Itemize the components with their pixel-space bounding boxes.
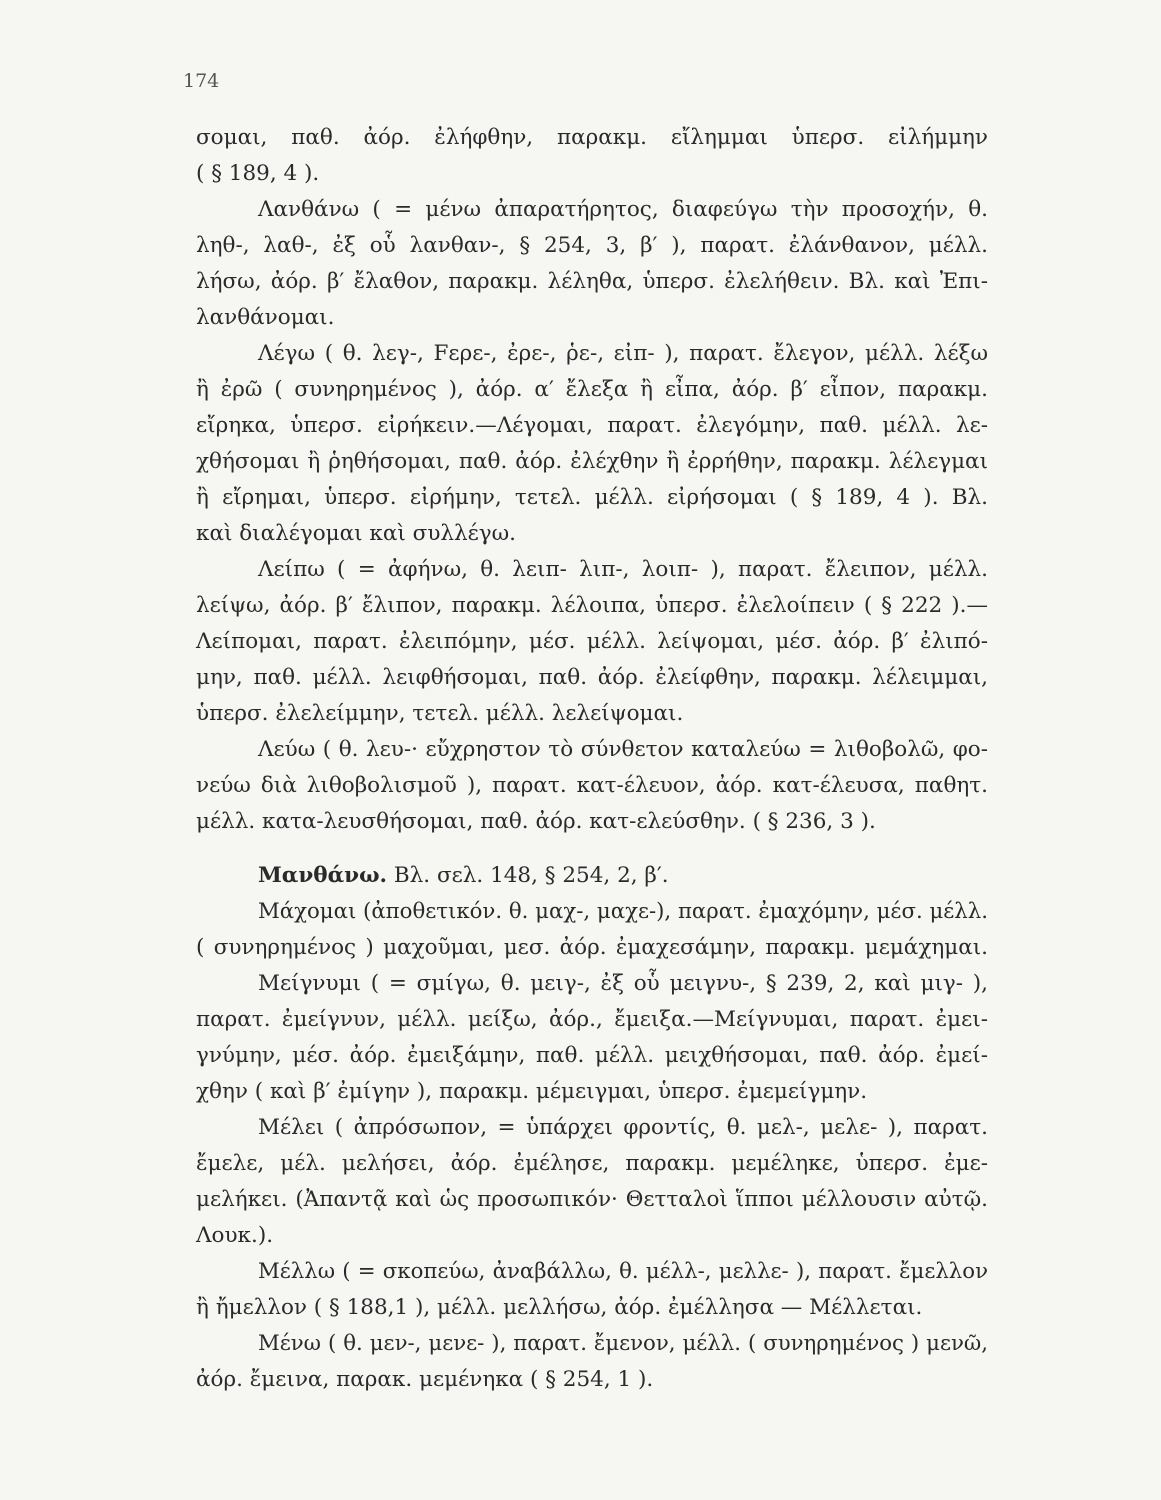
text-line: μην, παθ. μέλλ. λειφθήσομαι, παθ. ἀόρ. ἐλείφθην, παρακμ. λέλειμμαι, [196, 665, 988, 690]
text-line: χθήσομαι ἢ ῥηθήσομαι, παθ. ἀόρ. ἐλέχθην ἢ ἐρρήθην, παρακμ. λέλεγμαι [196, 449, 988, 474]
text-line: λανθάνομαι. [196, 305, 335, 330]
entry-headword: Μανθάνω. [258, 863, 388, 888]
page-number: 174 [183, 70, 220, 92]
page-text [196, 120, 988, 1398]
text-line: Λέγω ( θ. λεγ-, Fερε-, ἐρε-, ῥε-, εἰπ- ), παρατ. ἔλεγον, μέλλ. λέξω [258, 341, 988, 366]
text-line: Λείπω ( = ἀφήνω, θ. λειπ- λιπ-, λοιπ- ), παρατ. ἔλειπον, μέλλ. [258, 557, 988, 582]
text-line: Μένω ( θ. μεν-, μενε- ), παρατ. ἔμενον, μέλλ. ( συνηρημένος ) μενῶ, [258, 1331, 988, 1356]
text-line: λείψω, ἀόρ. β′ ἔλιπον, παρακμ. λέλοιπα, ὑπερσ. ἐλελοίπειν ( § 222 ).— [196, 593, 988, 618]
text-line: ( § 189, 4 ). [196, 161, 320, 186]
text-line: Μέλει ( ἀπρόσωπον, = ὑπάρχει φροντίς, θ. μελ-, μελε- ), παρατ. [258, 1115, 988, 1140]
text-line: Λανθάνω ( = μένω ἀπαρατήρητος, διαφεύγω τὴν προσοχήν, θ. [258, 197, 988, 222]
text-line: λήσω, ἀόρ. β′ ἔλαθον, παρακμ. λέληθα, ὑπερσ. ἐλελήθειν. Βλ. καὶ Ἐπι- [196, 269, 988, 294]
text-line: σομαι, παθ. ἀόρ. ἐλήφθην, παρακμ. εἴλημμαι ὑπερσ. εἰλήμμην [196, 125, 988, 150]
text-line: εἴρηκα, ὑπερσ. εἰρήκειν.—Λέγομαι, παρατ. ἐλεγόμην, παθ. μέλλ. λε- [196, 413, 988, 438]
text-line: Λείπομαι, παρατ. ἐλειπόμην, μέσ. μέλλ. λείψομαι, μέσ. ἀόρ. β′ ἐλιπό- [196, 629, 988, 654]
text-line: ( συνηρημένος ) μαχοῦμαι, μεσ. ἀόρ. ἐμαχεσάμην, παρακμ. μεμάχημαι. [196, 935, 988, 960]
text-line: παρατ. ἐμείγνυν, μέλλ. μείξω, ἀόρ., ἔμειξα.—Μείγνυμαι, παρατ. ἐμει- [196, 1007, 988, 1032]
text-line: νεύω διὰ λιθοβολισμοῦ ), παρατ. κατ-έλευον, ἀόρ. κατ-έλευσα, παθητ. [196, 773, 988, 798]
text-line: καὶ διαλέγομαι καὶ συλλέγω. [196, 521, 517, 546]
text-line: μέλλ. κατα-λευσθήσομαι, παθ. ἀόρ. κατ-ελεύσθην. ( § 236, 3 ). [196, 809, 876, 834]
text-line: ἢ εἴρημαι, ὑπερσ. εἰρήμην, τετελ. μέλλ. εἰρήσομαι ( § 189, 4 ). Βλ. [196, 485, 988, 510]
text-line: ἢ ἐρῶ ( συνηρημένος ), ἀόρ. α′ ἔλεξα ἢ εἶπα, ἀόρ. β′ εἶπον, παρακμ. [196, 377, 988, 402]
text-line: Μάχομαι (ἀποθετικόν. θ. μαχ-, μαχε-), παρατ. ἐμαχόμην, μέσ. μέλλ. [258, 899, 988, 924]
text-line: ἀόρ. ἔμεινα, παρακ. μεμένηκα ( § 254, 1 ). [196, 1367, 654, 1392]
text-line: μελήκει. (Ἀπαντᾷ καὶ ὡς προσωπικόν· Θετταλοὶ ἵπποι μέλλουσιν αὐτῷ. [196, 1187, 988, 1212]
text-line: Μέλλω ( = σκοπεύω, ἀναβάλλω, θ. μέλλ-, μελλε- ), παρατ. ἔμελλον [258, 1259, 988, 1284]
text-line: ὑπερσ. ἐλελείμμην, τετελ. μέλλ. λελείψομαι. [196, 701, 684, 726]
text-line: Μείγνυμι ( = σμίγω, θ. μειγ-, ἐξ οὗ μειγνυ-, § 239, 2, καὶ μιγ- ), [258, 971, 988, 996]
text-line: Λουκ.). [196, 1223, 274, 1248]
text-line: ληθ-, λαθ-, ἐξ οὗ λανθαν-, § 254, 3, β′ ), παρατ. ἐλάνθανον, μέλλ. [196, 233, 988, 258]
text-line: χθην ( καὶ β′ ἐμίγην ), παρακμ. μέμειγμαι, ὑπερσ. ἐμεμείγμην. [196, 1079, 868, 1104]
text-line: Λεύω ( θ. λευ-· εὔχρηστον τὸ σύνθετον καταλεύω = λιθοβολῶ, φο- [258, 737, 988, 762]
text-line: ἔμελε, μέλ. μελήσει, ἀόρ. ἐμέλησε, παρακμ. μεμέληκε, ὑπερσ. ἐμε- [196, 1151, 988, 1176]
text-line: γνύμην, μέσ. ἀόρ. ἐμειξάμην, παθ. μέλλ. μειχθήσομαι, παθ. ἀόρ. ἐμεί- [196, 1043, 988, 1068]
text-line: Μανθάνω. Βλ. σελ. 148, § 254, 2, β′. [258, 863, 669, 888]
text-line: ἢ ἤμελλον ( § 188,1 ), μέλλ. μελλήσω, ἀόρ. ἐμέλλησα — Μέλλεται. [196, 1295, 923, 1320]
